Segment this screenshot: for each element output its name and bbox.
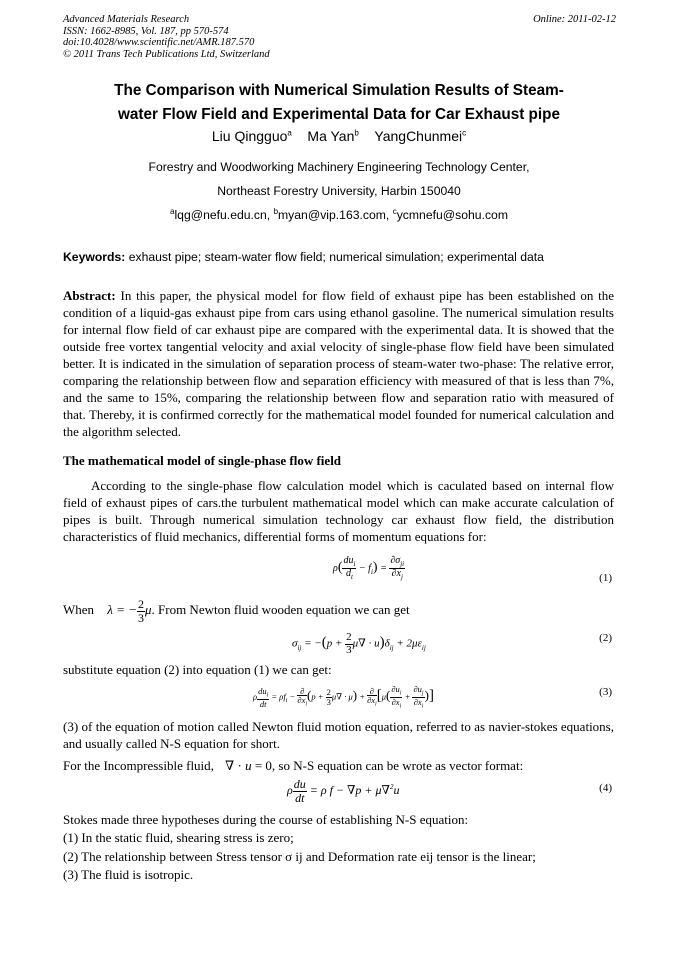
keywords (63, 250, 623, 264)
email-link[interactable]: lqg@nefu.edu.cn (174, 208, 267, 222)
navier-stokes-text: (3) of the equation of motion called Newton fluid motion equation, referred to as navier-stokes equations, and usually called N-S equation for short. (63, 719, 614, 751)
equation-4-number: (4) (599, 782, 612, 794)
author-sup: b (354, 128, 359, 138)
stokes-item: (1) In the static fluid, shearing stress is zero; (63, 830, 294, 845)
affiliation-line-2: Northeast Forestry University, Harbin 150040 (217, 184, 461, 198)
author-name: YangChunmei (374, 128, 463, 144)
equation-1-number: (1) (599, 572, 612, 584)
journal-name: Advanced Materials Research (63, 14, 190, 25)
substitute-text: substitute equation (2) into equation (1) we can get: (63, 662, 332, 677)
abstract-text: In this paper, the physical model for flow field of exhaust pipe has been established on the condition of a liquid-gas exhaust pipe from cars using ethanol gasoline. The numerical simulation results for internal flow field of car exhaust pipe are compared with the experimental data. It is showed that the outside free vortex tangential velocity and axial velocity of single-phase flow field have been simulated better. It is indicated in the simulation of separation process of steam-water two-phase: The relative error, comparing the relationship between flow and separation efficiency with measured of that is less than 7%, and the same to 15%, comparing the relationship between flow and separation ratio with measured of that. Thereby, it is confirmed correctly for the mathematical model founded for numerical calculation and the algorithm selected. (63, 288, 615, 439)
equation-3-number: (3) (599, 686, 612, 698)
section-intro: According to the single-phase flow calculation model which is caculated based on internal flow field of exhaust pipes of cars.the turbulent mathematical model which can make accurate calculation of pipes is built. Through numerical simulation technology car exhaust flow field, the distribution characteristics of fluid mechanics, differential forms of momentum equations for: (63, 478, 614, 544)
keywords-text: exhaust pipe; steam-water flow field; numerical simulation; experimental data (128, 250, 544, 264)
equation-1: ρ( $\frac{du_i}{d_t}$ − $f_i$) = $\frac{\partial\sigma_{ji}}{\partial x_j}$ (333, 555, 405, 582)
equation-2: $\sigma_{ij} = -(p$ + $\frac{2}{3}$ $\mu\nabla \cdot u)\delta_{ij} + 2\mu\varepsilon_{ij}$ (292, 631, 426, 656)
stokes-item: (2) The relationship between Stress tensor σ ij and Deformation rate eij tensor is the linear; (63, 849, 536, 864)
paper-title-line-2: water Flow Field and Experimental Data for Car Exhaust pipe (117, 106, 560, 123)
author-sup: a (287, 128, 292, 138)
email-link[interactable]: ycmnefu@sohu.com (396, 208, 508, 222)
abstract (63, 287, 614, 440)
issn: ISSN: 1662-8985, Vol. 187, pp 570-574 (63, 25, 229, 37)
equation-4: ρ $\frac{du}{dt}$ = ρ f − ∇p + μ∇$^2$u (287, 777, 400, 805)
section-heading: The mathematical model of single-phase flow field (63, 453, 342, 468)
email-list: $^a$lqg@nefu.edu.cn, $^b$myan@vip.163.com, $^c$ycmnefu@sohu.com (170, 206, 508, 222)
author-name: Ma Yan (307, 128, 355, 144)
equation-3: ρ $\frac{du_i}{dt}$ = $\rho f_i$ − $\frac{\partial}{\partial x_i}$ (p + $\frac{2}{3}$ μ∇ · μ) + $\frac{\partial}{\partial x_i}$ [μ( $\frac{\partial u_i}{\partial x_i}$ + $\frac{\partial u_j}{\partial x_i}$ )] (253, 684, 434, 710)
abstract-label: Abstract: (63, 288, 116, 303)
doi: doi:10.4028/www.scientific.net/AMR.187.570 (63, 37, 255, 49)
stokes-item: (3) The fluid is isotropic. (63, 867, 194, 882)
author-list (40, 128, 638, 144)
lambda-expression: λ = − $\frac{2}{3}$ μ (107, 597, 152, 625)
paper-title-line-1: The Comparison with Numerical Simulation Results of Steam- (114, 82, 564, 99)
author-name: Liu Qingguo (211, 128, 288, 144)
author-sup: c (462, 128, 467, 138)
incompressible-line: For the Incompressible fluid, ∇ · u = 0, so N-S equation can be wrote as vector format: (63, 758, 524, 773)
copyright: © 2011 Trans Tech Publications Ltd, Switzerland (63, 48, 270, 60)
divergence-free-expression: ∇ · u = 0 (225, 758, 272, 773)
publication-info (63, 14, 270, 60)
lambda-definition-line: When λ = − $\frac{2}{3}$ μ. From Newton fluid wooden equation we can get (63, 597, 410, 625)
online-date: Online: 2011-02-12 (533, 14, 616, 25)
equation-2-number: (2) (599, 632, 612, 644)
keywords-label: Keywords: (63, 250, 126, 264)
affiliation-line-1: Forestry and Woodworking Machinery Engineering Technology Center, (148, 160, 530, 174)
stokes-intro: Stokes made three hypotheses during the course of establishing N-S equation: (63, 812, 469, 827)
email-link[interactable]: myan@vip.163.com (278, 208, 386, 222)
